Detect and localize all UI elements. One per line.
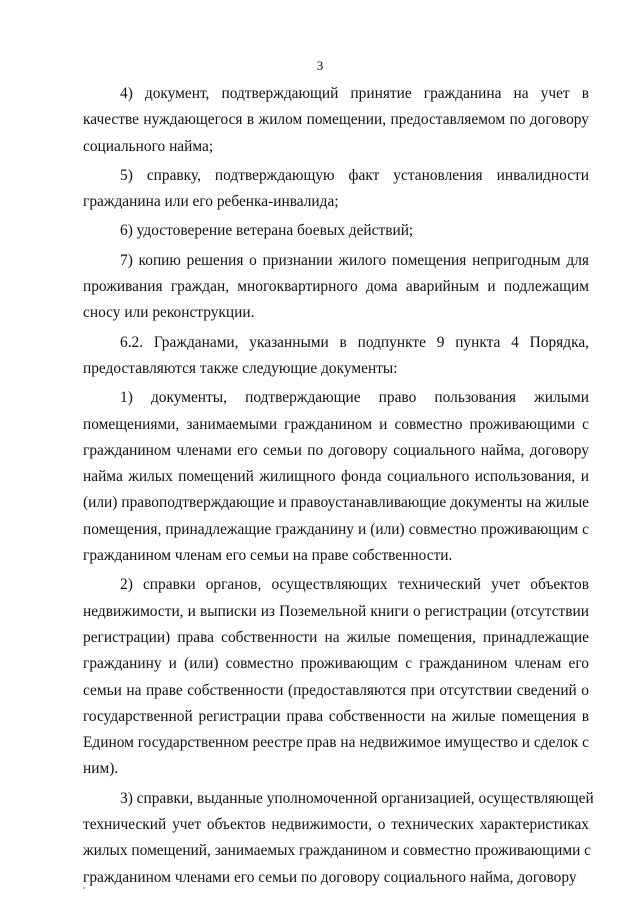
text-line: помещениями, занимаемыми гражданином и совместно проживающими с (83, 415, 589, 433)
text-line: гражданином членам его семьи на праве собственности. (83, 547, 453, 565)
text-line: найма жилых помещений жилищного фонда социального использования, и (83, 468, 589, 486)
text-line: государственной регистрации права собственности на жилые помещения в (83, 707, 589, 725)
text-line: 6) удостоверение ветерана боевых действий; (120, 222, 414, 240)
page-number: 3 (316, 58, 324, 73)
text-line: помещения, принадлежащие гражданину и (или) совместно проживающим с (83, 520, 589, 538)
paragraph-sub-item-2 (83, 572, 589, 782)
text-line: 5) справку, подтверждающую факт установления инвалидности (120, 166, 589, 184)
paragraph-item-6 (83, 218, 589, 244)
paragraph-section-6-2 (83, 330, 589, 383)
text-line: регистрации) права собственности на жилые помещения, принадлежащие (83, 628, 589, 646)
text-line: 1) документы, подтверждающие право пользования жилыми (120, 389, 589, 407)
text-line: 3) справки, выданные уполномоченной организацией, осуществляющей (120, 789, 594, 807)
paragraph-item-4 (83, 81, 589, 160)
paragraph-sub-item-1 (83, 385, 589, 569)
scan-speck (83, 887, 85, 889)
text-line: (или) правоподтверждающие и правоустанавливающие документы на жилые (83, 494, 589, 512)
text-line: социального найма; (83, 137, 214, 155)
text-line: семьи на праве собственности (предоставляются при отсутствии сведений о (83, 681, 589, 699)
text-line: гражданином членами его семьи по договору социального найма, договору (83, 441, 589, 459)
document-body (83, 81, 594, 891)
text-line: 2) справки органов, осуществляющих технический учет объектов (120, 576, 589, 594)
paragraph-item-5 (83, 163, 589, 216)
text-line: сносу или реконструкции. (83, 304, 255, 322)
paragraph-sub-item-3 (83, 786, 594, 891)
text-line: проживания граждан, многоквартирного дома аварийным и подлежащим (83, 278, 589, 296)
text-line: недвижимости, и выписки из Поземельной книги о регистрации (отсутствии (83, 602, 589, 620)
text-line: гражданином членами его семьи по договору социального найма, договору (83, 868, 577, 886)
paragraph-item-7 (83, 248, 589, 327)
text-line: 6.2. Гражданами, указанными в подпункте 9 пункта 4 Порядка, (120, 333, 589, 351)
text-line: предоставляются также следующие документы: (83, 359, 398, 377)
text-line: жилых помещений, занимаемых гражданином и совместно проживающими с (83, 842, 592, 860)
text-line: качестве нуждающегося в жилом помещении, предоставляемом по договору (83, 111, 589, 129)
text-line: гражданину и (или) совместно проживающим с гражданином членам его (83, 655, 589, 673)
text-line: 4) документ, подтверждающий принятие гражданина на учет в (120, 85, 589, 102)
text-line: 7) копию решения о признании жилого помещения непригодным для (120, 251, 589, 269)
text-line: ним). (83, 760, 119, 778)
text-line: Едином государственном реестре прав на недвижимое имущество и сделок с (83, 734, 589, 752)
text-line: технический учет объектов недвижимости, о технических характеристиках (83, 816, 589, 834)
text-line: гражданина или его ребенка-инвалида; (83, 193, 339, 211)
